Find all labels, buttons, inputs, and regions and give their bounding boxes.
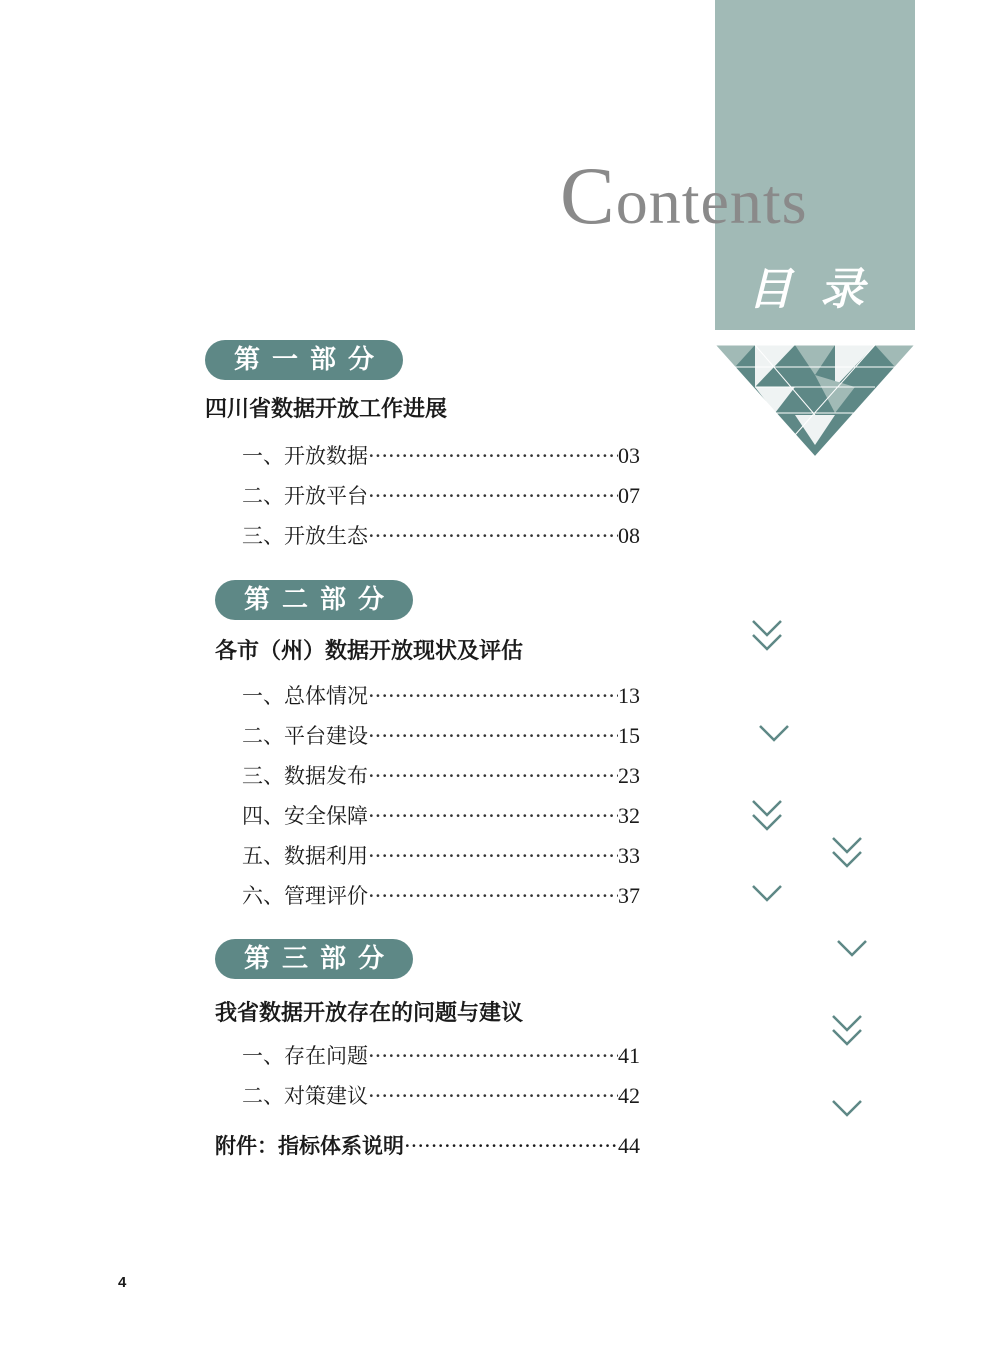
toc-item-page: 08 [618, 523, 640, 548]
part-3-pill: 第三部分 [215, 939, 413, 979]
toc-item-page: 15 [618, 723, 640, 748]
chevron-down-icon [757, 720, 791, 760]
chevron-down-icon [830, 1010, 864, 1050]
chevron-down-icon [830, 832, 864, 872]
toc-item[interactable] [242, 803, 640, 829]
toc-item-page: 32 [618, 803, 640, 828]
part-3-title: 我省数据开放存在的问题与建议 [215, 1000, 524, 1026]
appendix-label: 附件：指标体系说明 [215, 1133, 404, 1158]
toc-item-page: 37 [618, 883, 640, 908]
toc-item[interactable] [242, 763, 640, 789]
toc-item[interactable] [242, 443, 640, 469]
toc-item[interactable] [242, 483, 640, 509]
toc-item-page: 41 [618, 1043, 640, 1068]
toc-item[interactable] [242, 723, 640, 749]
chevron-down-icon [830, 1095, 864, 1135]
toc-item-page: 13 [618, 683, 640, 708]
toc-item-label: 五、数据利用 [242, 844, 368, 868]
toc-item[interactable] [242, 1043, 640, 1069]
triangle-mosaic [715, 345, 915, 457]
toc-item[interactable] [242, 843, 640, 869]
leader-dots [368, 883, 618, 909]
toc-item-label: 一、存在问题 [242, 1044, 368, 1068]
leader-dots [368, 443, 618, 469]
toc-item-page: 23 [618, 763, 640, 788]
toc-item-label: 六、管理评价 [242, 884, 368, 908]
toc-item[interactable] [242, 683, 640, 709]
toc-item-label: 一、开放数据 [242, 444, 368, 468]
leader-dots [368, 843, 618, 869]
toc-item[interactable] [242, 1083, 640, 1109]
part-1-title: 四川省数据开放工作进展 [205, 396, 448, 422]
contents-rest: ontents [615, 166, 808, 237]
part-1-pill: 第一部分 [205, 340, 403, 380]
toc-item-label: 二、对策建议 [242, 1084, 368, 1108]
page-number: 4 [118, 1274, 127, 1291]
toc-item-label: 四、安全保障 [242, 804, 368, 828]
chevron-down-icon [750, 795, 784, 835]
leader-dots [368, 1083, 618, 1109]
part-2-pill: 第二部分 [215, 580, 413, 620]
leader-dots [368, 803, 618, 829]
contents-cap: C [560, 150, 616, 241]
leader-dots [404, 1132, 618, 1160]
toc-item-label: 三、开放生态 [242, 524, 368, 548]
toc-item-page: 42 [618, 1083, 640, 1108]
toc-item-page: 07 [618, 483, 640, 508]
leader-dots [368, 763, 618, 789]
toc-appendix[interactable] [215, 1132, 640, 1160]
toc-item-label: 二、开放平台 [242, 484, 368, 508]
leader-dots [368, 483, 618, 509]
leader-dots [368, 683, 618, 709]
leader-dots [368, 723, 618, 749]
chevron-down-icon [750, 880, 784, 920]
chevron-down-icon [835, 935, 869, 975]
toc-item-page: 33 [618, 843, 640, 868]
toc-item-label: 一、总体情况 [242, 684, 368, 708]
mulu-heading: 目录 [748, 264, 892, 315]
chevron-down-icon [750, 615, 784, 655]
toc-item-label: 二、平台建设 [242, 724, 368, 748]
toc-item-label: 三、数据发布 [242, 764, 368, 788]
part-2-title: 各市（州）数据开放现状及评估 [215, 638, 524, 664]
toc-item-page: 03 [618, 443, 640, 468]
toc-item[interactable] [242, 883, 640, 909]
appendix-page: 44 [618, 1133, 640, 1158]
leader-dots [368, 523, 618, 549]
leader-dots [368, 1043, 618, 1069]
toc-item[interactable] [242, 523, 640, 549]
contents-heading [560, 150, 808, 241]
